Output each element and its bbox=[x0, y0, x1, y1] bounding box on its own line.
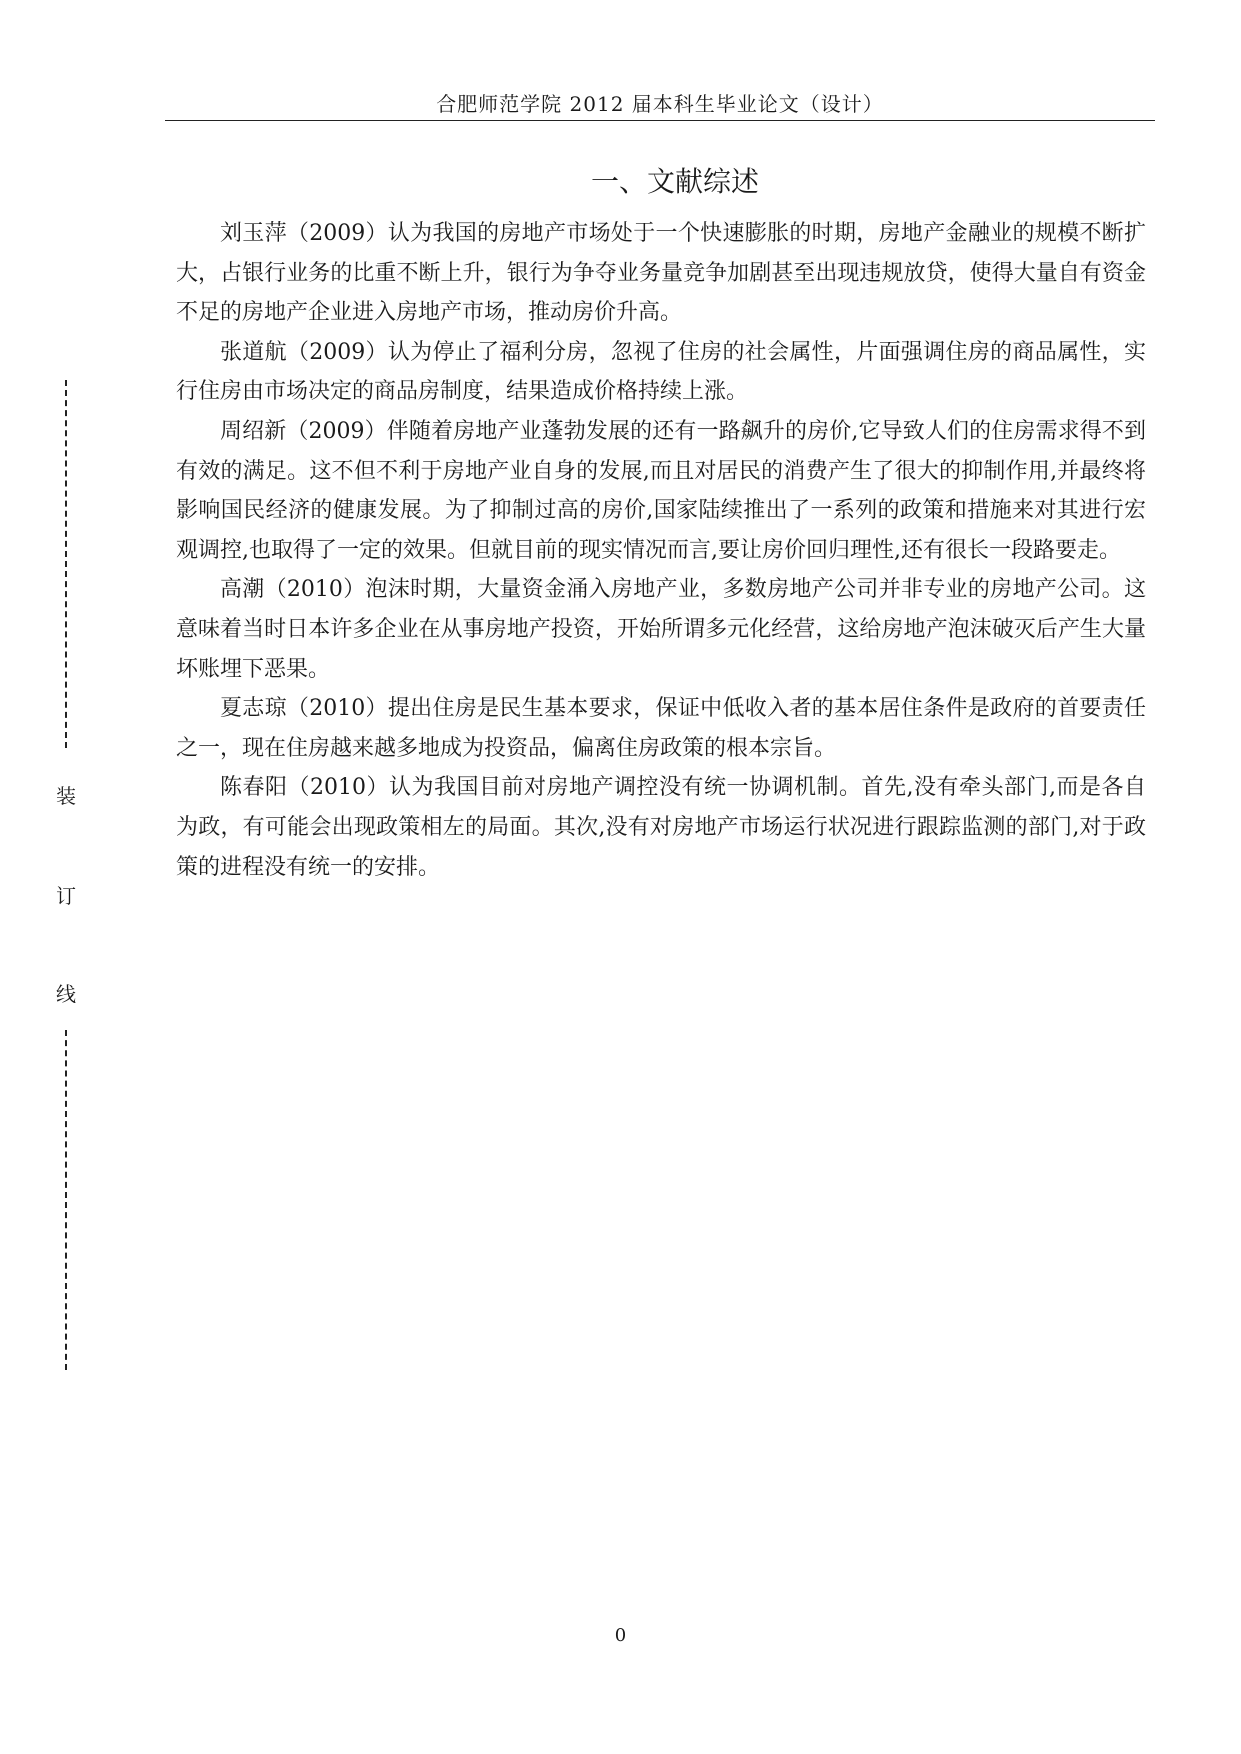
paragraph: 张道航（2009）认为停止了福利分房，忽视了住房的社会属性，片面强调住房的商品属性，实行住房由市场决定的商品房制度，结果造成价格持续上涨。 bbox=[176, 339, 1146, 405]
page-number: 0 bbox=[614, 1625, 627, 1646]
binding-char-ding: 订 bbox=[56, 884, 76, 908]
paragraph: 周绍新（2009）伴随着房地产业蓬勃发展的还有一路飙升的房价,它导致人们的住房需求得不到有效的满足。这不但不利于房地产业自身的发展,而且对居民的消费产生了很大的抑制作用,并最终将影响国民经济的健康发展。为了抑制过高的房价,国家陆续推出了一系列的政策和措施来对其进行宏观调控,也取得了一定的效果。但就目前的现实情况而言,要让房价回归理性,还有很长一段路要走。 bbox=[176, 418, 1146, 563]
paragraph: 陈春阳（2010）认为我国目前对房地产调控没有统一协调机制。首先,没有牵头部门,而是各自为政，有可能会出现政策相左的局面。其次,没有对房地产市场运行状况进行跟踪监测的部门,对于政策的进程没有统一的安排。 bbox=[176, 775, 1146, 880]
paragraph: 高潮（2010）泡沫时期，大量资金涌入房地产业，多数房地产公司并非专业的房地产公司。这意味着当时日本许多企业在从事房地产投资，开始所谓多元化经营，这给房地产泡沫破灭后产生大量坏账埋下恶果。 bbox=[176, 577, 1146, 682]
binding-char-xian: 线 bbox=[56, 982, 76, 1006]
paragraph: 夏志琼（2010）提出住房是民生基本要求，保证中低收入者的基本居住条件是政府的首要责任之一，现在住房越来越多地成为投资品，偏离住房政策的根本宗旨。 bbox=[176, 696, 1146, 761]
body-text bbox=[176, 214, 1146, 887]
section-title: 一、文献综述 bbox=[590, 165, 759, 198]
running-header: 合肥师范学院 2012 届本科生毕业论文（设计） bbox=[436, 92, 884, 116]
header-rule bbox=[165, 120, 1155, 121]
binding-dashed-line-bottom bbox=[65, 1030, 67, 1370]
binding-dashed-line-top bbox=[65, 380, 67, 748]
paragraph: 刘玉萍（2009）认为我国的房地产市场处于一个快速膨胀的时期，房地产金融业的规模不断扩大，占银行业务的比重不断上升，银行为争夺业务量竞争加剧甚至出现违规放贷，使得大量自有资金不足的房地产企业进入房地产市场，推动房价升高。 bbox=[176, 221, 1146, 326]
binding-char-zhuang: 装 bbox=[56, 784, 76, 808]
